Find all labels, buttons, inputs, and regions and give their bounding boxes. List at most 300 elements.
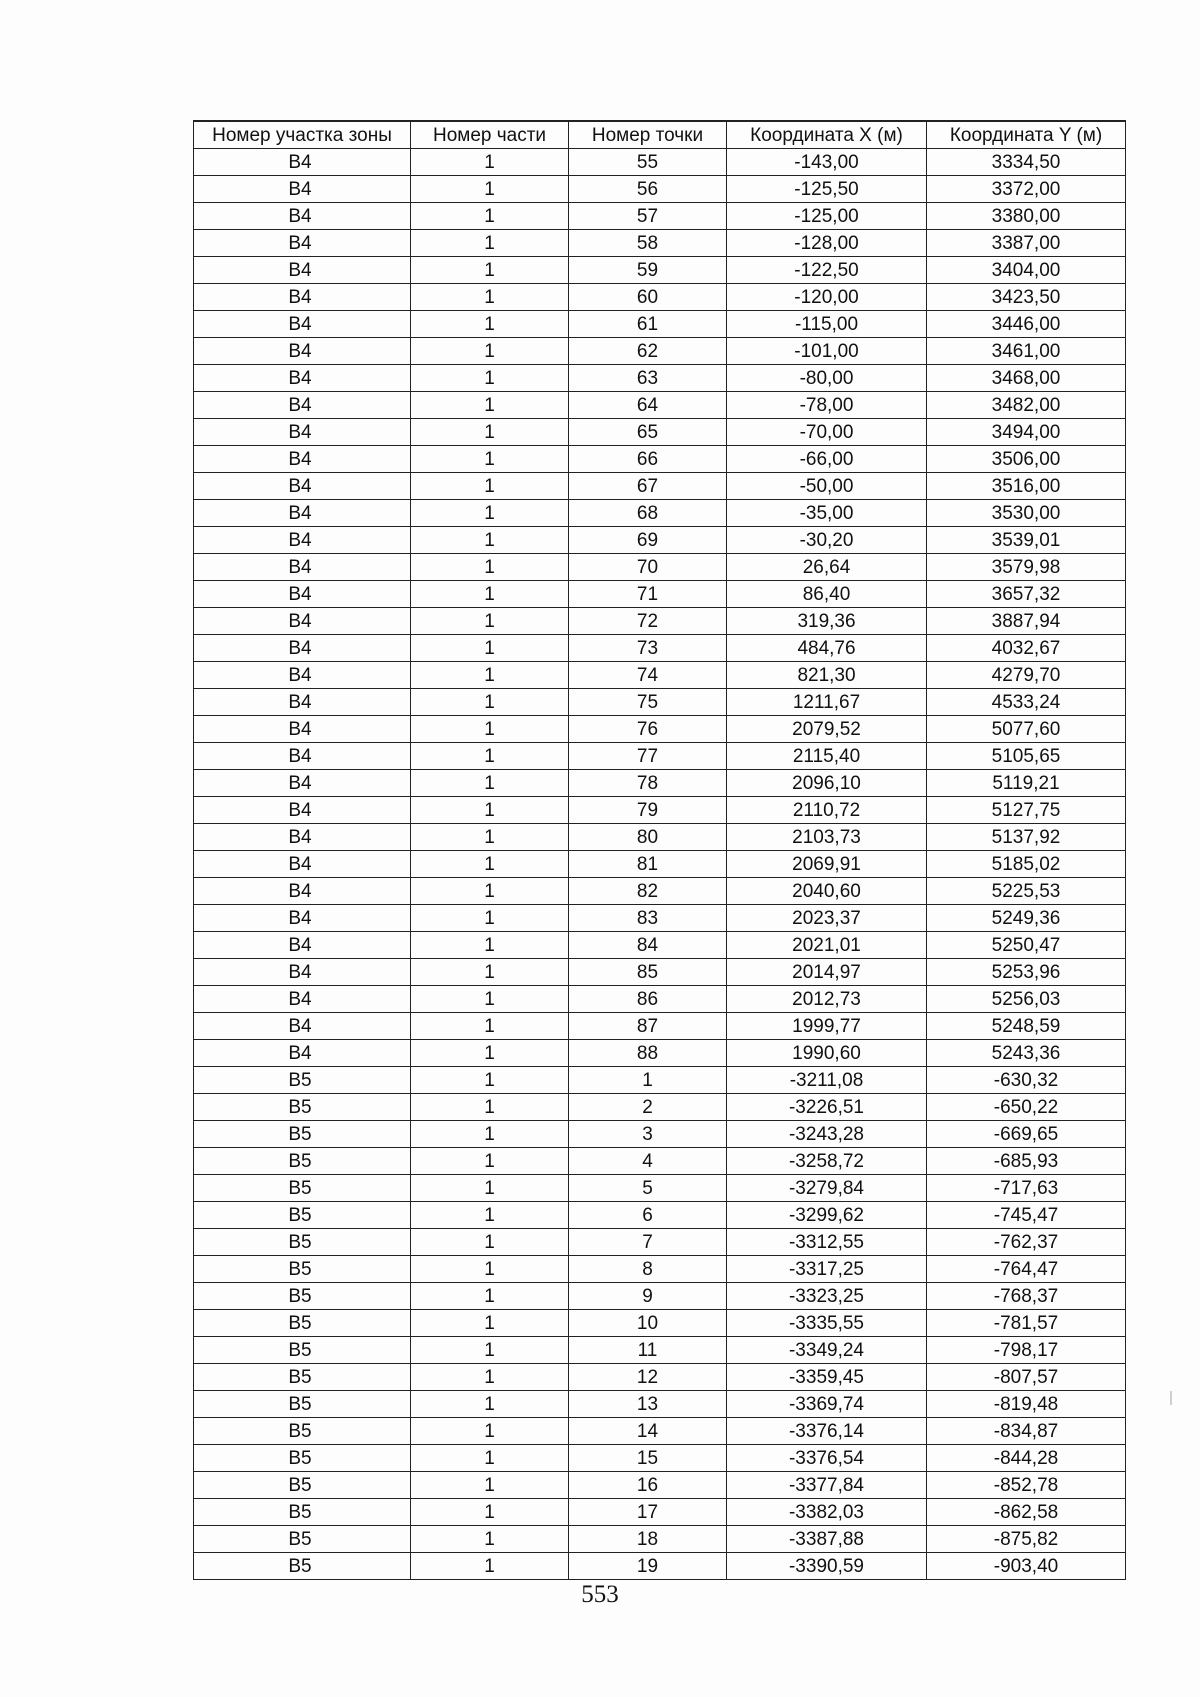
table-row: [194, 284, 1126, 311]
table-row: [194, 1310, 1126, 1337]
point-number-cell: 55: [569, 149, 727, 176]
zone-section-cell: В4: [194, 905, 411, 932]
part-number-cell: 1: [411, 392, 569, 419]
part-number-cell: 1: [411, 1040, 569, 1067]
part-number-cell: 1: [411, 581, 569, 608]
zone-section-cell: В4: [194, 527, 411, 554]
coordinate-x-cell: -3377,84: [727, 1472, 927, 1499]
zone-section-cell: В4: [194, 1040, 411, 1067]
table-row: [194, 581, 1126, 608]
coordinate-x-cell: 2103,73: [727, 824, 927, 851]
point-number-cell: 62: [569, 338, 727, 365]
table-row: [194, 1391, 1126, 1418]
zone-section-cell: В4: [194, 743, 411, 770]
part-number-cell: 1: [411, 284, 569, 311]
zone-section-cell: В5: [194, 1256, 411, 1283]
zone-section-cell: В4: [194, 770, 411, 797]
coordinate-x-cell: -3387,88: [727, 1526, 927, 1553]
part-number-cell: 1: [411, 1256, 569, 1283]
part-number-cell: 1: [411, 500, 569, 527]
point-number-cell: 59: [569, 257, 727, 284]
part-number-cell: 1: [411, 1283, 569, 1310]
coordinate-y-cell: 3387,00: [927, 230, 1126, 257]
coordinate-y-cell: 4279,70: [927, 662, 1126, 689]
table-row: [194, 446, 1126, 473]
coordinate-x-cell: -66,00: [727, 446, 927, 473]
coordinate-y-cell: 3539,01: [927, 527, 1126, 554]
zone-section-cell: В4: [194, 176, 411, 203]
coordinate-x-cell: -120,00: [727, 284, 927, 311]
header-part-number: Номер части: [411, 121, 569, 149]
point-number-cell: 73: [569, 635, 727, 662]
coordinate-x-cell: -122,50: [727, 257, 927, 284]
table-row: [194, 527, 1126, 554]
coordinate-y-cell: 3334,50: [927, 149, 1126, 176]
part-number-cell: 1: [411, 1202, 569, 1229]
zone-section-cell: В4: [194, 365, 411, 392]
coordinate-y-cell: 5077,60: [927, 716, 1126, 743]
point-number-cell: 7: [569, 1229, 727, 1256]
coordinate-x-cell: -3335,55: [727, 1310, 927, 1337]
coordinate-x-cell: 2096,10: [727, 770, 927, 797]
zone-section-cell: В4: [194, 878, 411, 905]
coordinate-y-cell: -650,22: [927, 1094, 1126, 1121]
coordinate-x-cell: -101,00: [727, 338, 927, 365]
point-number-cell: 60: [569, 284, 727, 311]
coordinate-x-cell: 1990,60: [727, 1040, 927, 1067]
coordinate-y-cell: 3380,00: [927, 203, 1126, 230]
page-number: 553: [581, 1581, 619, 1608]
header-coordinate-y: Координата Y (м): [927, 121, 1126, 149]
part-number-cell: 1: [411, 1229, 569, 1256]
zone-section-cell: В5: [194, 1175, 411, 1202]
zone-section-cell: В4: [194, 500, 411, 527]
coordinate-x-cell: -30,20: [727, 527, 927, 554]
table-row: [194, 257, 1126, 284]
table-row: [194, 1175, 1126, 1202]
header-row: [194, 121, 1126, 149]
zone-section-cell: В4: [194, 986, 411, 1013]
coordinate-x-cell: -3376,14: [727, 1418, 927, 1445]
coordinate-x-cell: 319,36: [727, 608, 927, 635]
table-row: [194, 203, 1126, 230]
table-row: [194, 905, 1126, 932]
part-number-cell: 1: [411, 1526, 569, 1553]
part-number-cell: 1: [411, 1067, 569, 1094]
zone-section-cell: В4: [194, 824, 411, 851]
coordinate-y-cell: -819,48: [927, 1391, 1126, 1418]
zone-section-cell: В4: [194, 635, 411, 662]
table-row: [194, 635, 1126, 662]
coordinate-y-cell: 5250,47: [927, 932, 1126, 959]
table-row: [194, 176, 1126, 203]
zone-section-cell: В4: [194, 851, 411, 878]
point-number-cell: 84: [569, 932, 727, 959]
coordinates-table: [193, 120, 1126, 1580]
coordinate-y-cell: 3482,00: [927, 392, 1126, 419]
part-number-cell: 1: [411, 716, 569, 743]
zone-section-cell: В4: [194, 392, 411, 419]
point-number-cell: 67: [569, 473, 727, 500]
point-number-cell: 1: [569, 1067, 727, 1094]
zone-section-cell: В4: [194, 419, 411, 446]
zone-section-cell: В5: [194, 1526, 411, 1553]
point-number-cell: 86: [569, 986, 727, 1013]
zone-section-cell: В4: [194, 230, 411, 257]
coordinate-y-cell: 5249,36: [927, 905, 1126, 932]
part-number-cell: 1: [411, 1418, 569, 1445]
point-number-cell: 9: [569, 1283, 727, 1310]
table-row: [194, 1364, 1126, 1391]
zone-section-cell: В4: [194, 257, 411, 284]
point-number-cell: 57: [569, 203, 727, 230]
point-number-cell: 10: [569, 1310, 727, 1337]
coordinate-y-cell: 4032,67: [927, 635, 1126, 662]
point-number-cell: 76: [569, 716, 727, 743]
coordinate-x-cell: -80,00: [727, 365, 927, 392]
coordinate-x-cell: -78,00: [727, 392, 927, 419]
table-row: [194, 1499, 1126, 1526]
table-row: [194, 770, 1126, 797]
point-number-cell: 74: [569, 662, 727, 689]
point-number-cell: 15: [569, 1445, 727, 1472]
point-number-cell: 2: [569, 1094, 727, 1121]
table-row: [194, 1418, 1126, 1445]
coordinate-x-cell: -3317,25: [727, 1256, 927, 1283]
part-number-cell: 1: [411, 824, 569, 851]
point-number-cell: 16: [569, 1472, 727, 1499]
table-row: [194, 1067, 1126, 1094]
zone-section-cell: В4: [194, 716, 411, 743]
coordinate-x-cell: 2021,01: [727, 932, 927, 959]
point-number-cell: 78: [569, 770, 727, 797]
coordinate-x-cell: -3258,72: [727, 1148, 927, 1175]
part-number-cell: 1: [411, 1364, 569, 1391]
zone-section-cell: В5: [194, 1148, 411, 1175]
table-row: [194, 1283, 1126, 1310]
part-number-cell: 1: [411, 770, 569, 797]
zone-section-cell: В5: [194, 1364, 411, 1391]
point-number-cell: 77: [569, 743, 727, 770]
part-number-cell: 1: [411, 338, 569, 365]
coordinate-y-cell: 5127,75: [927, 797, 1126, 824]
zone-section-cell: В4: [194, 932, 411, 959]
part-number-cell: 1: [411, 230, 569, 257]
point-number-cell: 6: [569, 1202, 727, 1229]
point-number-cell: 5: [569, 1175, 727, 1202]
coordinate-y-cell: 3468,00: [927, 365, 1126, 392]
coordinate-x-cell: 86,40: [727, 581, 927, 608]
table-row: [194, 311, 1126, 338]
zone-section-cell: В4: [194, 554, 411, 581]
header-zone-section: Номер участка зоны: [194, 121, 411, 149]
part-number-cell: 1: [411, 149, 569, 176]
coordinate-y-cell: -798,17: [927, 1337, 1126, 1364]
zone-section-cell: В5: [194, 1391, 411, 1418]
zone-section-cell: В5: [194, 1418, 411, 1445]
coordinate-y-cell: 4533,24: [927, 689, 1126, 716]
coordinate-x-cell: 484,76: [727, 635, 927, 662]
zone-section-cell: В5: [194, 1202, 411, 1229]
part-number-cell: 1: [411, 1121, 569, 1148]
coordinate-x-cell: 26,64: [727, 554, 927, 581]
part-number-cell: 1: [411, 608, 569, 635]
coordinate-x-cell: -50,00: [727, 473, 927, 500]
part-number-cell: 1: [411, 1553, 569, 1580]
table-row: [194, 986, 1126, 1013]
part-number-cell: 1: [411, 662, 569, 689]
part-number-cell: 1: [411, 527, 569, 554]
coordinate-y-cell: 3423,50: [927, 284, 1126, 311]
zone-section-cell: В4: [194, 581, 411, 608]
zone-section-cell: В4: [194, 311, 411, 338]
coordinate-x-cell: -35,00: [727, 500, 927, 527]
part-number-cell: 1: [411, 1013, 569, 1040]
coordinate-x-cell: 2079,52: [727, 716, 927, 743]
part-number-cell: 1: [411, 203, 569, 230]
coordinate-y-cell: 5119,21: [927, 770, 1126, 797]
coordinate-x-cell: 2040,60: [727, 878, 927, 905]
point-number-cell: 3: [569, 1121, 727, 1148]
point-number-cell: 80: [569, 824, 727, 851]
point-number-cell: 72: [569, 608, 727, 635]
part-number-cell: 1: [411, 932, 569, 959]
part-number-cell: 1: [411, 878, 569, 905]
table-header: [194, 121, 1126, 149]
part-number-cell: 1: [411, 419, 569, 446]
coordinate-x-cell: -3243,28: [727, 1121, 927, 1148]
coordinate-x-cell: -3211,08: [727, 1067, 927, 1094]
table-row: [194, 1553, 1126, 1580]
coordinate-x-cell: 1211,67: [727, 689, 927, 716]
coordinate-y-cell: 3657,32: [927, 581, 1126, 608]
coordinate-x-cell: -3279,84: [727, 1175, 927, 1202]
part-number-cell: 1: [411, 1094, 569, 1121]
zone-section-cell: В4: [194, 662, 411, 689]
table-row: [194, 662, 1126, 689]
part-number-cell: 1: [411, 851, 569, 878]
zone-section-cell: В4: [194, 959, 411, 986]
part-number-cell: 1: [411, 1175, 569, 1202]
coordinate-x-cell: -3349,24: [727, 1337, 927, 1364]
point-number-cell: 70: [569, 554, 727, 581]
coordinate-y-cell: 5243,36: [927, 1040, 1126, 1067]
coordinate-y-cell: 5185,02: [927, 851, 1126, 878]
table-row: [194, 1472, 1126, 1499]
point-number-cell: 56: [569, 176, 727, 203]
table-row: [194, 473, 1126, 500]
table-row: [194, 716, 1126, 743]
coordinate-x-cell: -3376,54: [727, 1445, 927, 1472]
coordinate-y-cell: -768,37: [927, 1283, 1126, 1310]
table-row: [194, 1121, 1126, 1148]
table-row: [194, 230, 1126, 257]
part-number-cell: 1: [411, 1499, 569, 1526]
coordinate-y-cell: 5248,59: [927, 1013, 1126, 1040]
coordinate-x-cell: -115,00: [727, 311, 927, 338]
coordinate-x-cell: -3299,62: [727, 1202, 927, 1229]
table-row: [194, 1202, 1126, 1229]
zone-section-cell: В5: [194, 1310, 411, 1337]
table-row: [194, 1094, 1126, 1121]
coordinate-y-cell: -630,32: [927, 1067, 1126, 1094]
point-number-cell: 61: [569, 311, 727, 338]
table-row: [194, 797, 1126, 824]
table-row: [194, 824, 1126, 851]
zone-section-cell: В5: [194, 1067, 411, 1094]
point-number-cell: 88: [569, 1040, 727, 1067]
table-row: [194, 1148, 1126, 1175]
table-row: [194, 419, 1126, 446]
table-row: [194, 878, 1126, 905]
part-number-cell: 1: [411, 1391, 569, 1418]
coordinate-y-cell: 3506,00: [927, 446, 1126, 473]
part-number-cell: 1: [411, 797, 569, 824]
coordinate-x-cell: -3390,59: [727, 1553, 927, 1580]
part-number-cell: 1: [411, 1337, 569, 1364]
point-number-cell: 14: [569, 1418, 727, 1445]
part-number-cell: 1: [411, 1445, 569, 1472]
zone-section-cell: В4: [194, 473, 411, 500]
zone-section-cell: В4: [194, 797, 411, 824]
part-number-cell: 1: [411, 743, 569, 770]
point-number-cell: 4: [569, 1148, 727, 1175]
zone-section-cell: В5: [194, 1472, 411, 1499]
part-number-cell: 1: [411, 1148, 569, 1175]
zone-section-cell: В5: [194, 1337, 411, 1364]
coordinate-y-cell: 3446,00: [927, 311, 1126, 338]
coordinate-x-cell: 2069,91: [727, 851, 927, 878]
coordinate-x-cell: -3323,25: [727, 1283, 927, 1310]
part-number-cell: 1: [411, 986, 569, 1013]
point-number-cell: 12: [569, 1364, 727, 1391]
zone-section-cell: В4: [194, 338, 411, 365]
coordinate-y-cell: -781,57: [927, 1310, 1126, 1337]
coordinate-y-cell: -903,40: [927, 1553, 1126, 1580]
point-number-cell: 11: [569, 1337, 727, 1364]
part-number-cell: 1: [411, 959, 569, 986]
coordinate-y-cell: -745,47: [927, 1202, 1126, 1229]
point-number-cell: 87: [569, 1013, 727, 1040]
table-row: [194, 689, 1126, 716]
part-number-cell: 1: [411, 365, 569, 392]
table-row: [194, 608, 1126, 635]
point-number-cell: 68: [569, 500, 727, 527]
coordinate-y-cell: 5225,53: [927, 878, 1126, 905]
table-row: [194, 959, 1126, 986]
zone-section-cell: В5: [194, 1229, 411, 1256]
zone-section-cell: В5: [194, 1283, 411, 1310]
table-row: [194, 1526, 1126, 1553]
table-row: [194, 149, 1126, 176]
zone-section-cell: В5: [194, 1094, 411, 1121]
coordinate-x-cell: -128,00: [727, 230, 927, 257]
table-row: [194, 365, 1126, 392]
coordinate-y-cell: 5256,03: [927, 986, 1126, 1013]
part-number-cell: 1: [411, 1310, 569, 1337]
coordinate-y-cell: 3461,00: [927, 338, 1126, 365]
point-number-cell: 8: [569, 1256, 727, 1283]
coordinate-y-cell: -762,37: [927, 1229, 1126, 1256]
coordinate-x-cell: 2115,40: [727, 743, 927, 770]
point-number-cell: 64: [569, 392, 727, 419]
coordinate-x-cell: 1999,77: [727, 1013, 927, 1040]
coordinate-y-cell: -862,58: [927, 1499, 1126, 1526]
header-point-number: Номер точки: [569, 121, 727, 149]
point-number-cell: 63: [569, 365, 727, 392]
point-number-cell: 66: [569, 446, 727, 473]
coordinate-x-cell: 821,30: [727, 662, 927, 689]
zone-section-cell: В4: [194, 149, 411, 176]
coordinate-y-cell: 3494,00: [927, 419, 1126, 446]
coordinate-x-cell: 2014,97: [727, 959, 927, 986]
coordinate-y-cell: 5137,92: [927, 824, 1126, 851]
zone-section-cell: В4: [194, 1013, 411, 1040]
part-number-cell: 1: [411, 176, 569, 203]
table-body: [194, 149, 1126, 1580]
table-row: [194, 851, 1126, 878]
coordinate-x-cell: 2023,37: [727, 905, 927, 932]
coordinate-y-cell: -764,47: [927, 1256, 1126, 1283]
point-number-cell: 18: [569, 1526, 727, 1553]
part-number-cell: 1: [411, 311, 569, 338]
header-coordinate-x: Координата X (м): [727, 121, 927, 149]
coordinate-y-cell: 3404,00: [927, 257, 1126, 284]
coordinate-x-cell: -125,00: [727, 203, 927, 230]
zone-section-cell: В4: [194, 446, 411, 473]
zone-section-cell: В5: [194, 1121, 411, 1148]
part-number-cell: 1: [411, 1472, 569, 1499]
coordinate-x-cell: -3226,51: [727, 1094, 927, 1121]
coordinate-x-cell: -3369,74: [727, 1391, 927, 1418]
coordinate-y-cell: 3579,98: [927, 554, 1126, 581]
coordinate-y-cell: -834,87: [927, 1418, 1126, 1445]
table-row: [194, 338, 1126, 365]
coordinate-x-cell: -125,50: [727, 176, 927, 203]
point-number-cell: 85: [569, 959, 727, 986]
point-number-cell: 75: [569, 689, 727, 716]
table-row: [194, 932, 1126, 959]
coordinate-x-cell: -3359,45: [727, 1364, 927, 1391]
table-row: [194, 1040, 1126, 1067]
coordinate-y-cell: -685,93: [927, 1148, 1126, 1175]
point-number-cell: 83: [569, 905, 727, 932]
table-row: [194, 1337, 1126, 1364]
part-number-cell: 1: [411, 257, 569, 284]
table-row: [194, 1256, 1126, 1283]
point-number-cell: 19: [569, 1553, 727, 1580]
zone-section-cell: В4: [194, 203, 411, 230]
point-number-cell: 69: [569, 527, 727, 554]
part-number-cell: 1: [411, 689, 569, 716]
coordinate-x-cell: -3312,55: [727, 1229, 927, 1256]
coordinate-y-cell: -669,65: [927, 1121, 1126, 1148]
point-number-cell: 17: [569, 1499, 727, 1526]
coordinate-y-cell: 3887,94: [927, 608, 1126, 635]
zone-section-cell: В5: [194, 1445, 411, 1472]
part-number-cell: 1: [411, 473, 569, 500]
table-row: [194, 743, 1126, 770]
coordinate-y-cell: -852,78: [927, 1472, 1126, 1499]
point-number-cell: 82: [569, 878, 727, 905]
point-number-cell: 65: [569, 419, 727, 446]
coordinate-y-cell: -875,82: [927, 1526, 1126, 1553]
coordinate-y-cell: 5253,96: [927, 959, 1126, 986]
coordinate-y-cell: -717,63: [927, 1175, 1126, 1202]
table-row: [194, 554, 1126, 581]
scan-artifact-mark: [1170, 1391, 1172, 1405]
part-number-cell: 1: [411, 905, 569, 932]
